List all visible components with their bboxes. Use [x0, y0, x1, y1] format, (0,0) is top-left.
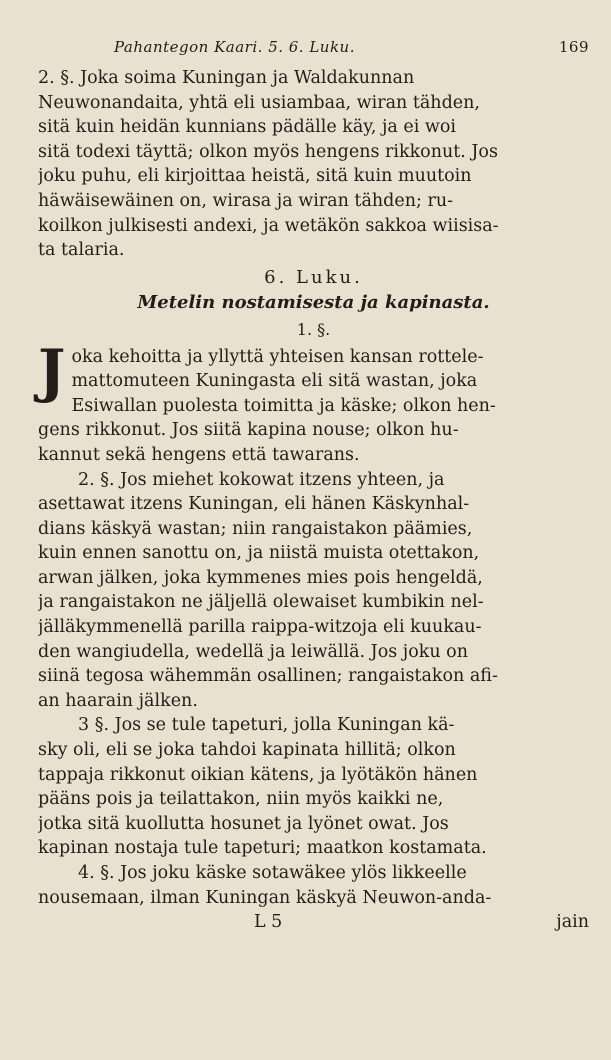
- text-line: an haarain jälken.: [38, 690, 198, 711]
- text-line: den wangiudella, wedellä ja leiwällä. Jos joku on: [38, 641, 468, 662]
- running-title: Pahantegon Kaari. 5. 6. Luku.: [114, 38, 355, 56]
- text-line: 2. §. Joka soima Kuningan ja Waldakunnan: [38, 68, 415, 88]
- text-line: nousemaan, ilman Kuningan käskyä Neuwon-anda-: [38, 887, 492, 908]
- text-line: oka kehoitta ja yllyttä yhteisen kansan rottele-: [71, 346, 484, 367]
- section-number: 1. §.: [296, 319, 331, 339]
- text-line: 3 §. Jos se tule tapeturi, jolla Kuningan kä-: [78, 715, 455, 736]
- drop-cap: J: [38, 336, 66, 405]
- text-line: jotka sitä kuollutta hosunet ja lyönet owat. Jos: [38, 813, 449, 834]
- text-line: Neuwonandaita, yhtä eli usiambaa, wiran tähden,: [38, 92, 480, 113]
- text-line: häwäisewäinen on, wirasa ja wiran tähden; ru-: [38, 190, 454, 211]
- text-line: tappaja rikkonut oikian kätens, ja lyötäkön hänen: [38, 764, 478, 785]
- text-line: kapinan nostaja tule tapeturi; maatkon kostamata.: [38, 838, 487, 859]
- text-line: Esiwallan puolesta toimitta ja käske; olkon hen-: [71, 395, 496, 416]
- text-line: joku puhu, eli kirjoittaa heistä, sitä kuin muutoin: [38, 166, 472, 187]
- text-line: ta talaria.: [38, 240, 125, 261]
- text-line: siinä tegosa wähemmän osallinen; rangaistakon afi-: [38, 666, 498, 687]
- section-5-2: [38, 66, 589, 263]
- text-line: gens rikkonut. Jos siitä kapina nouse; olkon hu-: [38, 420, 459, 441]
- section-6-1: [38, 336, 589, 468]
- text-line: kuin ennen sanottu on, ja niistä muista otettakon,: [38, 543, 480, 564]
- catchword: jain: [556, 912, 589, 933]
- body-text: [38, 66, 589, 934]
- page-header: [38, 38, 589, 56]
- section-6-4: [38, 861, 589, 910]
- page-number: 169: [558, 38, 589, 56]
- text-line: sitä kuin heidän kunnians pädälle käy, ja ei woi: [38, 117, 457, 138]
- text-line: arwan jälken, joka kymmenes mies pois hengeldä,: [38, 567, 483, 588]
- text-line: 4. §. Jos joku käske sotawäkee ylös likkeelle: [78, 863, 467, 883]
- page-footer: [38, 910, 589, 934]
- text-line: kannut sekä hengens että tawarans.: [38, 444, 360, 465]
- section-6-3: [38, 713, 589, 861]
- signature-mark: L 5: [254, 912, 283, 933]
- text-line: pääns pois ja teilattakon, niin myös kaikki ne,: [38, 789, 444, 810]
- text-line: mattomuteen Kuningasta eli sitä wastan, joka: [71, 371, 478, 392]
- chapter-label: 6. Luku.: [264, 266, 363, 288]
- text-line: ja rangaistakon ne jäljellä olewaiset kumbikin nel-: [38, 592, 484, 613]
- text-line: koilkon julkisesti andexi, ja wetäkön sakkoa wiisisa-: [38, 215, 499, 236]
- text-line: dians käskyä wastan; niin rangaistakon päämies,: [38, 518, 473, 539]
- text-line: sitä todexi täyttä; olkon myös hengens rikkonut. Jos: [38, 141, 498, 162]
- text-line: jälläkymmenellä parilla raippa-witzoja eli kuukau-: [38, 617, 482, 638]
- text-line: asettawat itzens Kuningan, eli hänen Käskynhal-: [38, 494, 470, 515]
- text-line: sky oli, eli se joka tahdoi kapinata hillitä; olkon: [38, 740, 456, 761]
- section-6-2: [38, 468, 589, 714]
- text-line: 2. §. Jos miehet kokowat itzens yhteen, ja: [78, 469, 445, 490]
- chapter-heading: Metelin nostamisesta ja kapinasta.: [137, 292, 490, 314]
